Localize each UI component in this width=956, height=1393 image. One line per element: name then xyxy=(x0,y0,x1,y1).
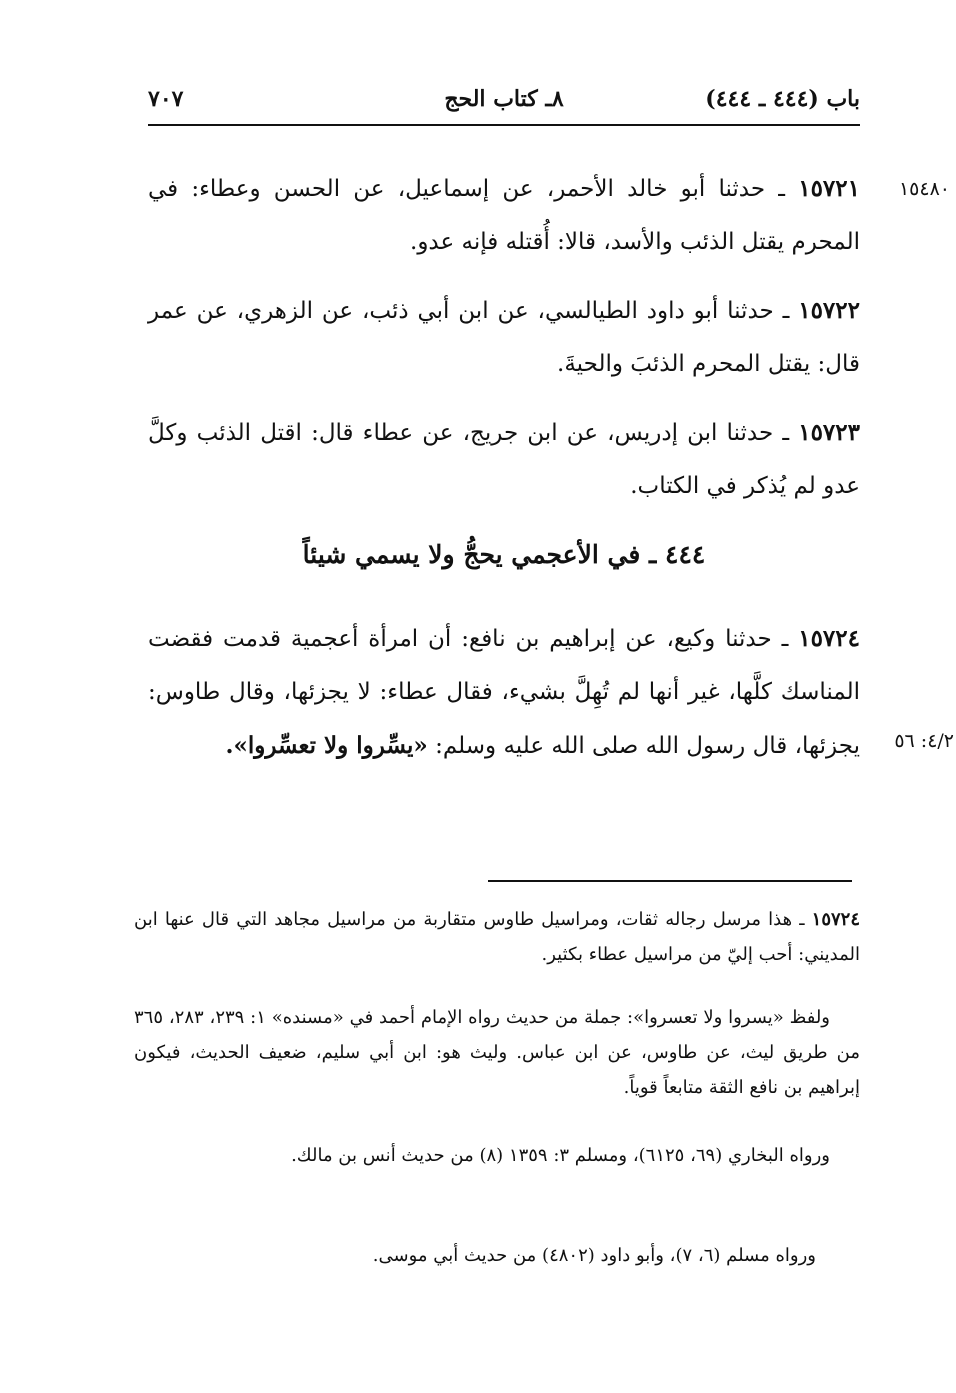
hadith-number: ١٥٧٢٣ xyxy=(798,419,860,446)
footnote xyxy=(134,1000,860,1105)
hadith-text: ـ حدثنا أبو داود الطيالسي، عن ابن أبي ذئب، عن الزهري، عن عمر قال: يقتل المحرم الذئبَ والحيةَ. xyxy=(148,298,860,377)
hadith-paragraph xyxy=(148,612,860,773)
book-title: ٨ـ كتاب الحج xyxy=(444,86,564,112)
footnote-text: ورواه مسلم (٦، ٧)، وأبو داود (٤٨٠٢) من حديث أبي موسى. xyxy=(372,1245,816,1266)
hadith-text: ـ حدثنا أبو خالد الأحمر، عن إسماعيل، عن الحسن وعطاء: في المحرم يقتل الذئب والأسد، قالا: أُقتله فإنه عدو. xyxy=(148,176,860,255)
prophetic-quote: «يسِّروا ولا تعسِّروا». xyxy=(225,732,428,759)
section-heading: ٤٤٤ ـ في الأعجمي يحجُّ ولا يسمي شيئاً xyxy=(302,540,706,569)
footnote xyxy=(134,1138,860,1173)
footnote-divider xyxy=(488,880,852,882)
footnote-number: ١٥٧٢٤ xyxy=(811,909,860,930)
footnote xyxy=(134,902,860,972)
hadith-paragraph xyxy=(148,162,860,269)
footnote xyxy=(134,1238,860,1273)
hadith-text: ـ حدثنا وكيع، عن إبراهيم بن نافع: أن امرأة أعجمية قدمت فقضت المناسك كلَّها، غير أنها لم تُهِلَّ بشيء، فقال عطاء: لا يجزئها، وقال طاوس: يجزئها، قال رسول الله صلى الله عليه وسلم: xyxy=(148,626,860,759)
hadith-number: ١٥٧٢٤ xyxy=(798,625,860,652)
footnote-text: ورواه البخاري (٦٩، ٦١٢٥)، ومسلم ٣: ١٣٥٩ (٨) من حديث أنس بن مالك. xyxy=(291,1145,830,1166)
footnote-text: ولفظ «يسروا ولا تعسروا»: جملة من حديث رواه الإمام أحمد في «مسنده» ١: ٢٣٩، ٢٨٣، ٣٦٥ من طريق ليث، عن طاوس، عن ابن عباس. وليث هو: ابن أبي سليم، ضعيف الحديث، فيكون إبراهيم بن نافع الثقة متابعاً قوياً. xyxy=(134,1007,860,1098)
chapter-title: باب (٤٤٤ ـ ٤٤٤) xyxy=(705,86,860,112)
margin-reference: ٤/٢: ٥٦ xyxy=(894,730,954,752)
hadith-number: ١٥٧٢١ xyxy=(798,175,860,202)
hadith-paragraph xyxy=(148,406,860,513)
footnote-text: ـ هذا مرسل رجاله ثقات، ومراسيل طاوس متقاربة من مراسيل مجاهد التي قال عنها ابن المديني: أحب إليّ من مراسيل عطاء بكثير. xyxy=(134,909,860,965)
header-divider xyxy=(148,124,860,126)
hadith-text: ـ حدثنا ابن إدريس، عن ابن جريج، عن عطاء قال: اقتل الذئب وكلَّ عدو لم يُذكر في الكتاب. xyxy=(148,420,860,499)
hadith-paragraph xyxy=(148,284,860,391)
page-number: ٧٠٧ xyxy=(148,86,184,112)
page-header xyxy=(148,78,860,122)
hadith-number: ١٥٧٢٢ xyxy=(798,297,860,324)
margin-reference: ١٥٤٨٠ xyxy=(898,178,950,200)
